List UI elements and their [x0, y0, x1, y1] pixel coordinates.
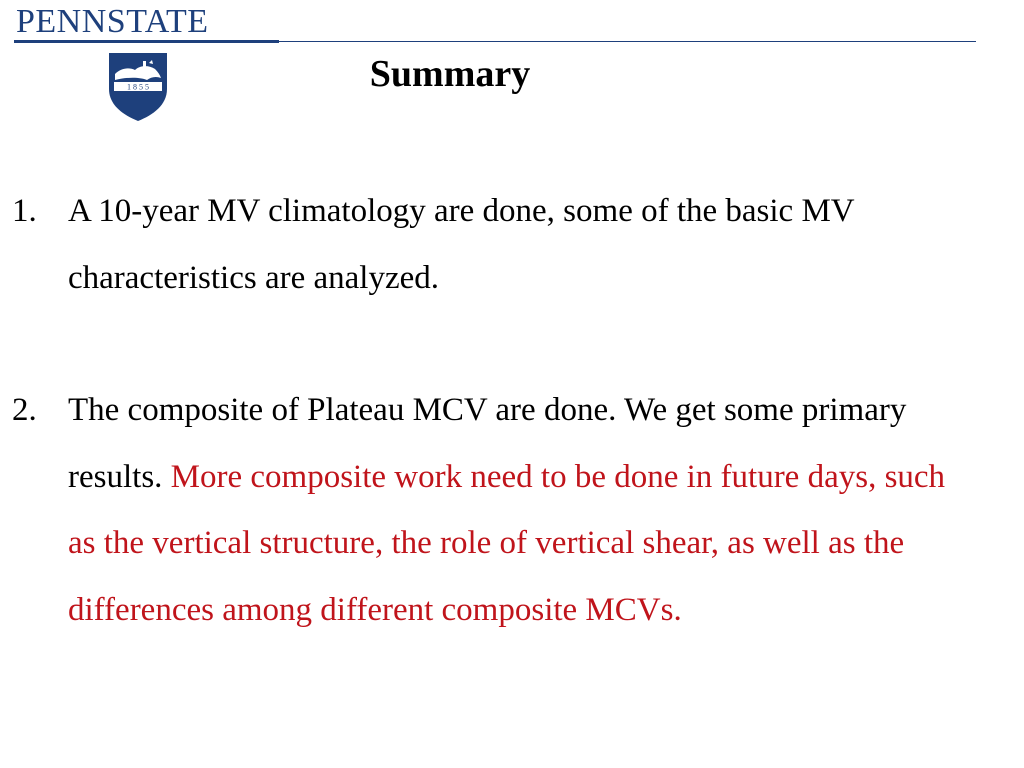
item-number: 1. [12, 193, 37, 229]
summary-item-1 [0, 178, 968, 311]
seal-year: 1 8 5 5 [127, 82, 149, 92]
header-rule [14, 41, 976, 42]
summary-list [0, 178, 1000, 643]
pennstate-wordmark: PENNSTATE [16, 3, 209, 40]
summary-item-2 [0, 377, 968, 643]
item-text: A 10-year MV climatology are done, some of the basic MV characteristics are analyzed. [68, 193, 855, 296]
item-highlight-text: More composite work need to be done in future days, such as the vertical structure, the role of vertical shear, as well as the differences among different composite MCVs. [68, 458, 946, 628]
slide-title: Summary [369, 53, 531, 95]
item-number: 2. [12, 392, 37, 428]
item-text: The composite of Plateau MCV are done. We get some primary results. [68, 392, 907, 495]
